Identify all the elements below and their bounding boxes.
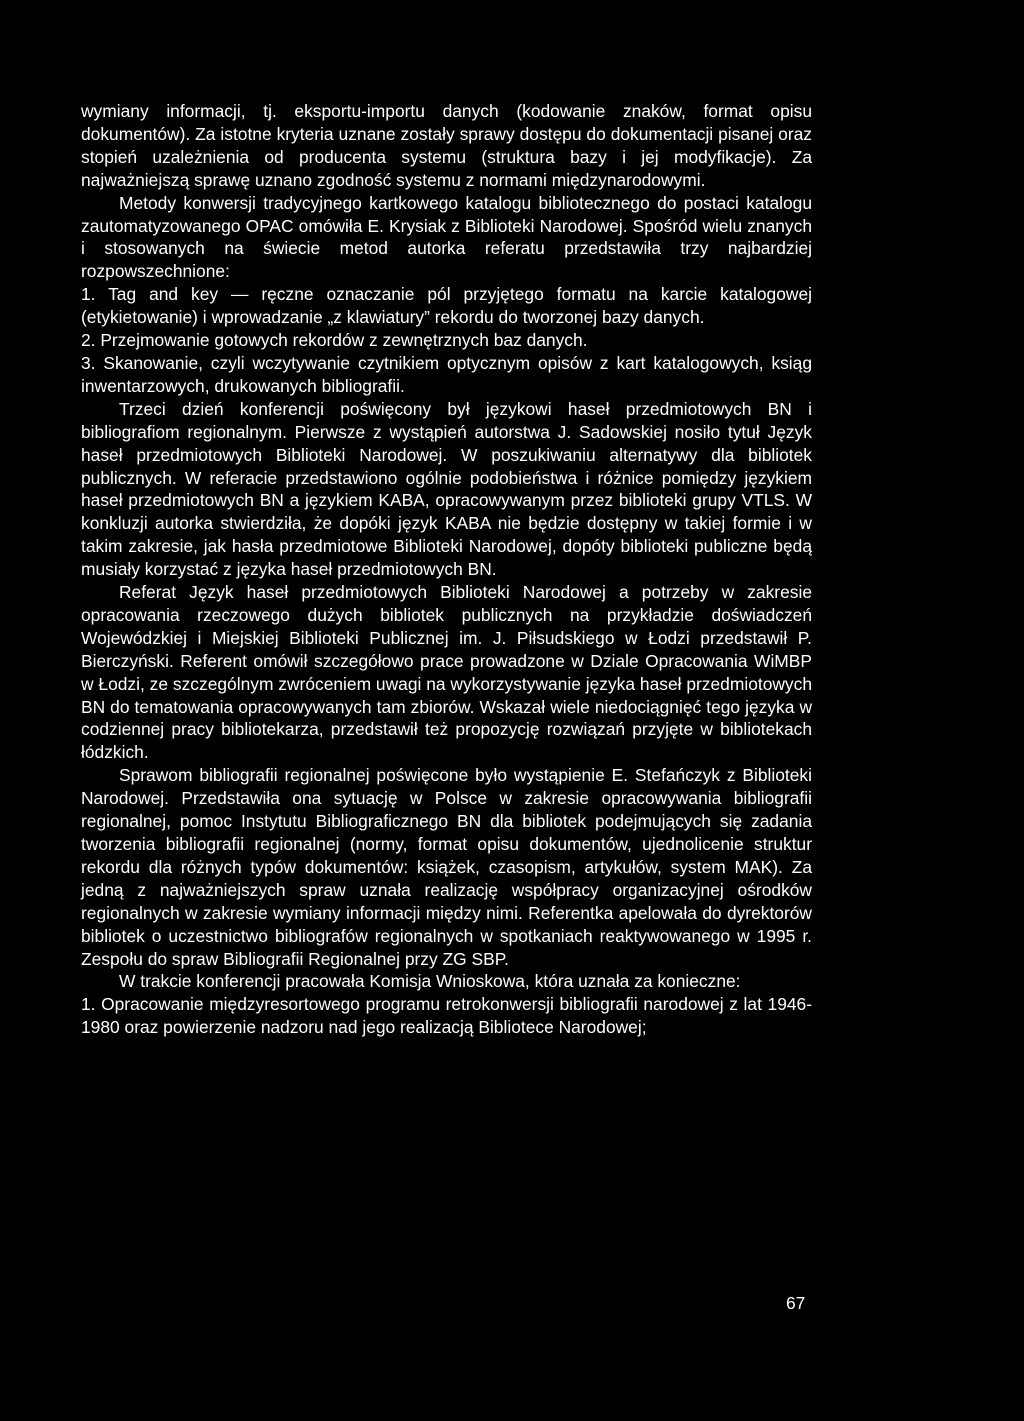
paragraph-1: wymiany informacji, tj. eksportu-importu danych (kodowanie znaków, format opisu dokumentów). Za istotne kryteria uznane zostały sprawy dostępu do dokumentacji pisanej oraz stopień uzależnienia od producenta systemu (struktura bazy i jej modyfikacje). Za najważniejszą sprawę uznano zgodność systemu z normami międzynarodowymi. [81, 101, 812, 190]
list-item-1: 1. Tag and key — ręczne oznaczanie pól przyjętego formatu na karcie katalogowej (etykietowanie) i wprowadzanie „z klawiatury” rekordu do tworzonej bazy danych. [81, 284, 812, 328]
page-number: 67 [786, 1293, 806, 1313]
paragraph-5: Sprawom bibliografii regionalnej poświęcone było wystąpienie E. Stefańczyk z Biblioteki Narodowej. Przedstawiła ona sytuację w Polsce w zakresie opracowywania bibliografii regionalnej, pomoc Instytutu Bibliograficznego BN dla bibliotek podejmujących się zadania tworzenia bibliografii regionalnej (normy, format opisu dokumentów, ujednolicenie struktur rekordu dla różnych typów dokumentów: książek, czasopism, artykułów, system MAK). Za jedną z najważniejszych spraw uznała realizację współpracy organizacyjnej ośrodków regionalnych w zakresie wymiany informacji między nimi. Referentka apelowała do dyrektorów bibliotek o uczestnictwo bibliografów regionalnych w spotkaniach reaktywowanego w 1995 r. Zespołu do spraw Bibliografii Regionalnej przy ZG SBP. [81, 765, 812, 969]
paragraph-6: W trakcie konferencji pracowała Komisja Wnioskowa, która uznała za konieczne: [119, 971, 741, 992]
paragraph-2: Metody konwersji tradycyjnego kartkowego katalogu bibliotecznego do postaci katalogu zautomatyzowanego OPAC omówiła E. Krysiak z Biblioteki Narodowej. Spośród wielu znanych i stosowanych na świecie metod autorka referatu przedstawiła trzy najbardziej rozpowszechnione: [81, 192, 812, 282]
body-text [81, 100, 812, 1039]
paragraph-4: Referat Język haseł przedmiotowych Biblioteki Narodowej a potrzeby w zakresie opracowania rzeczowego dużych bibliotek publicznych na przykładzie doświadczeń Wojewódzkiej i Miejskiej Biblioteki Publicznej im. J. Piłsudskiego w Łodzi przedstawił P. Bierczyński. Referent omówił szczegółowo prace prowadzone w Dziale Opracowania WiMBP w Łodzi, ze szczególnym zwróceniem uwagi na wykorzystywanie języka haseł przedmiotowych BN do tematowania opracowywanych tam zbiorów. Wskazał wiele niedociągnięć tego języka w codziennej pracy bibliotekarza, przedstawił też propozycję rozwiązań przyjęte w bibliotekach łódzkich. [81, 582, 812, 763]
conclusion-item-1: 1. Opracowanie międzyresortowego programu retrokonwersji bibliografii narodowej z lat 1946-1980 oraz powierzenie nadzoru nad jego realizacją Bibliotece Narodowej; [81, 994, 812, 1038]
list-item-3: 3. Skanowanie, czyli wczytywanie czytnikiem optycznym opisów z kart katalogowych, ksiąg inwentarzowych, drukowanych bibliografii. [81, 352, 812, 396]
list-item-2: 2. Przejmowanie gotowych rekordów z zewnętrznych baz danych. [81, 330, 588, 351]
paragraph-3: Trzeci dzień konferencji poświęcony był językowi haseł przedmiotowych BN i bibliografiom regionalnym. Pierwsze z wystąpień autorstwa J. Sadowskiej nosiło tytuł Język haseł przedmiotowych Biblioteki Narodowej. W poszukiwaniu alternatywy dla bibliotek publicznych. W referacie przedstawiono ogólnie podobieństwa i różnice pomiędzy językiem haseł przedmiotowych BN a językiem KABA, opracowywanym przez biblioteki grupy VTLS. W konkluzji autorka stwierdziła, że dopóki język KABA nie będzie dostępny w takiej formie i w takim zakresie, jak hasła przedmiotowe Biblioteki Narodowej, dopóty biblioteki publiczne będą musiały korzystać z języka haseł przedmiotowych BN. [81, 398, 812, 580]
